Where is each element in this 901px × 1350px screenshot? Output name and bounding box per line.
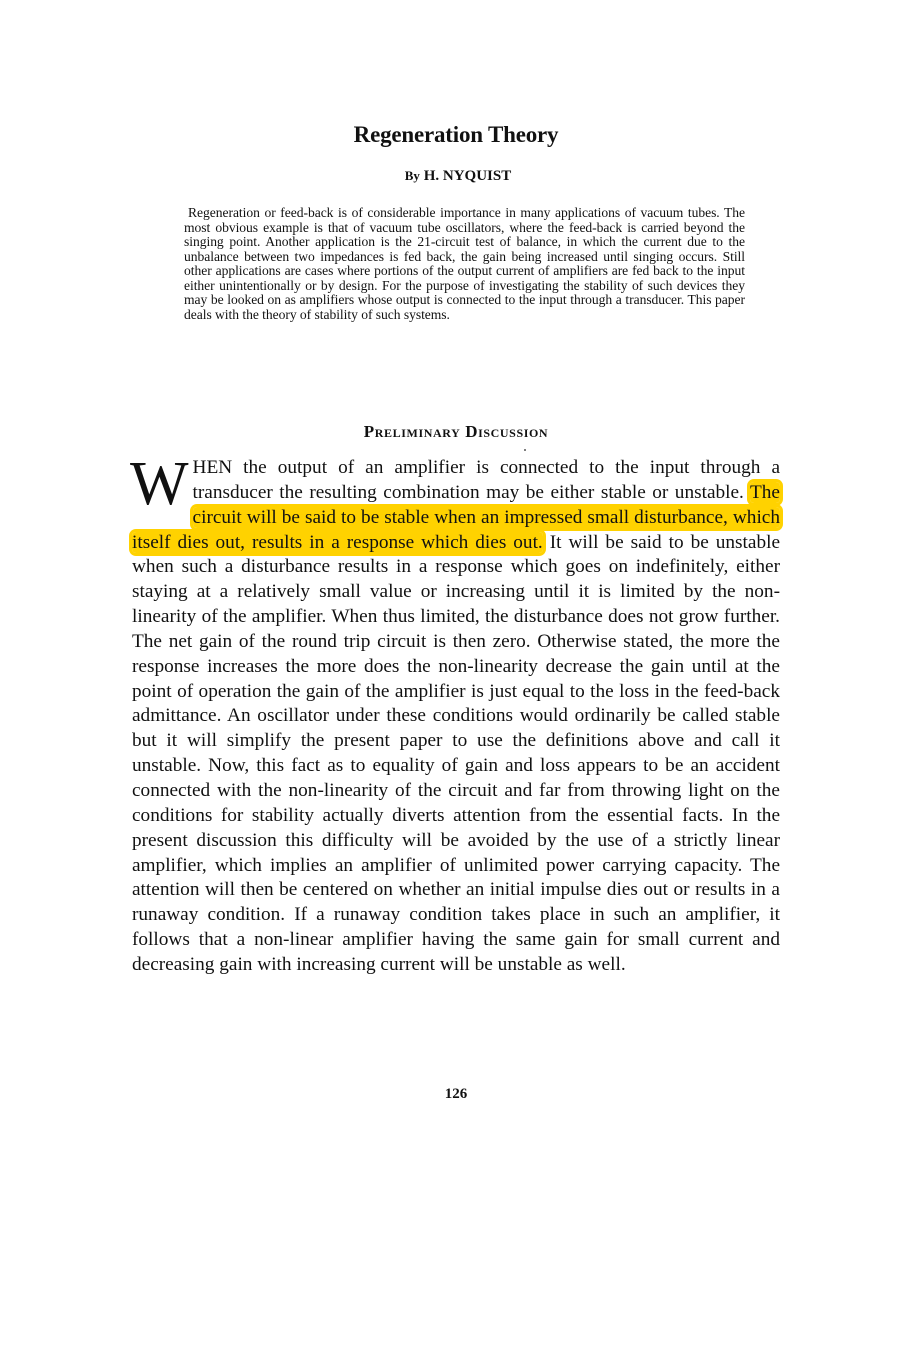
section-heading: Preliminary Discussion bbox=[363, 422, 549, 441]
byline-prefix: By bbox=[404, 168, 420, 183]
body-text-rest: It will be said to be unstable when such a disturbance results in a response which goes on indefinitely, either staying at a relatively small value or increasing until it is limited by the non-linearity of the amplifier. When thus limited, the disturbance does not grow further. The net gain of the round trip circuit is then zero. Otherwise stated, the more the response increases the more does the non-linearity decrease the gain until at the point of operation the gain of the amplifier is just equal to the loss in the feed-back admittance. An oscillator under these conditions would ordinarily be called stable but it will simplify the present paper to use the definitions above and call it unstable. Now, this fact as to equality of gain and loss appears to be an accident connected with the non-linearity of the circuit and far from throwing light on the conditions for stability actually diverts attention from the essential facts. In the present discussion this difficulty will be avoided by the use of a strictly linear amplifier, which implies an amplifier of unlimited power carrying capacity. The attention will then be centered on whether an initial impulse dies out or results in a runaway condition. If a runaway condition takes place in such an amplifier, it follows that a non-linear amplifier having the same gain for small current and decreasing gain with increasing current will be unstable as well. bbox=[132, 531, 781, 975]
drop-cap: W bbox=[130, 450, 189, 518]
scan-speck bbox=[524, 449, 526, 451]
body-paragraph bbox=[130, 450, 781, 978]
author-name: H. NYQUIST bbox=[423, 168, 512, 184]
page-number: 126 bbox=[444, 1086, 468, 1102]
paper-title: Regeneration Theory bbox=[353, 122, 559, 147]
abstract: Regeneration or feed-back is of considerable importance in many applications of vacuum tubes. The most obvious example is that of vacuum tube oscillators, where the feed-back is carried beyond the singing point. Another application is the 21-circuit test of balance, in which the current due to the unbalance between two impedances is fed back, the gain being increased until singing occurs. Still other applications are cases where portions of the output current of amplifiers are fed back to the input either unintentionally or by design. For the purpose of investigating the stability of such devices they may be looked on as amplifiers whose output is connected to the input through a transducer. This paper deals with the theory of stability of such systems. bbox=[184, 205, 745, 322]
highlighted-sentence[interactable]: The circuit will be said to be stable when an impressed small disturbance, which itself dies out, results in a response which dies out. bbox=[132, 481, 780, 553]
intro-text: HEN the output of an amplifier is connected to the input through a transducer the resulting combination may be either stable or unstable. bbox=[192, 457, 780, 503]
byline bbox=[0, 168, 901, 185]
